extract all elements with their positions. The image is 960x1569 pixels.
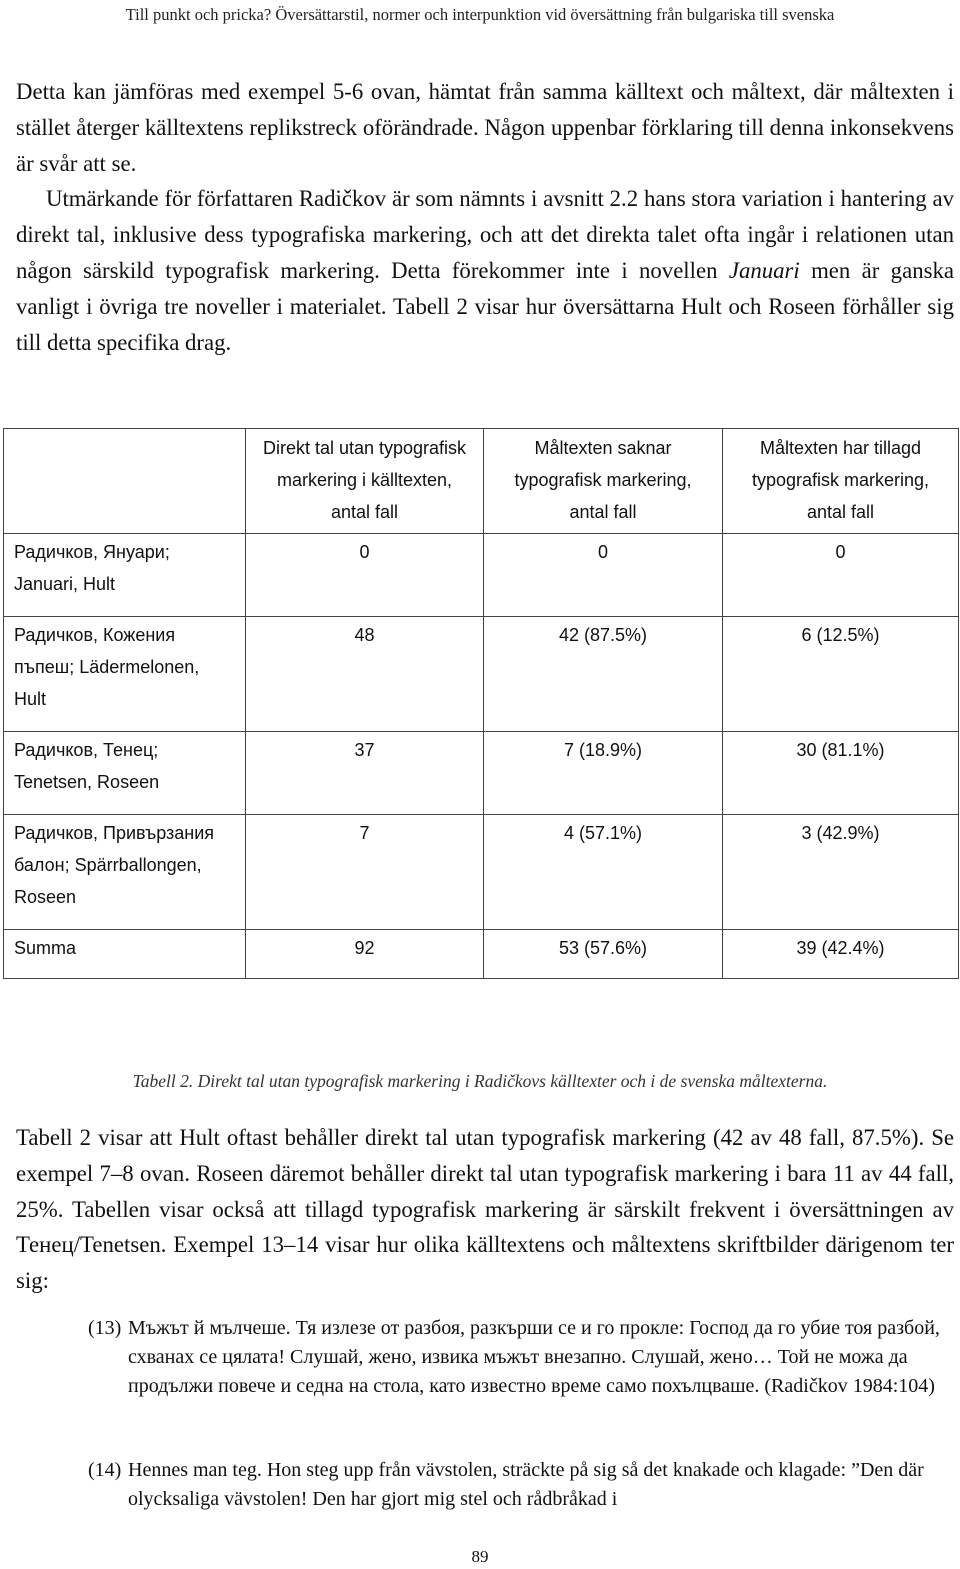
paragraph-3-text: Tabell 2 visar att Hult oftast behåller direkt tal utan typografisk markering (42 av 48 fall, 87.5%). Se exempel 7–8 ovan. Roseen däremot behåller direkt tal utan typografisk markering i bara 11 av 44 fall, 25%. Tabellen visar också att tillagd typografisk markering är särskilt frekvent i översättningen av Тенец/Tenetsen. Exempel 13–14 visar hur olika källtextens och måltextens skriftbilder därigenom ter sig: — [16, 1125, 954, 1294]
sum-cell: 39 (42.4%) — [723, 930, 959, 979]
running-header: Till punkt och pricka? Översättarstil, normer och interpunktion vid översättning från bulgariska till svenska — [125, 5, 835, 24]
row-label: Радичков, Привързания балон; Spärrballongen, Roseen — [4, 815, 246, 930]
table-cell: 0 — [246, 534, 484, 617]
table-row — [4, 617, 959, 732]
data-table — [3, 428, 959, 979]
table-cell: 7 — [246, 815, 484, 930]
table-row — [4, 815, 959, 930]
sum-cell: 92 — [246, 930, 484, 979]
row-label: Радичков, Тенец; Tenetsen, Roseen — [4, 732, 246, 815]
example-13 — [88, 1314, 948, 1401]
paragraph-1-text: Detta kan jämföras med exempel 5-6 ovan, hämtat från samma källtext och måltext, där måltexten i stället återger källtextens replikstreck oförändrade. Någon uppenbar förklaring till denna inkonsekvens är svår att se. — [16, 79, 954, 176]
example-text: Мъжът й мълчеше. Тя излезе от разбоя, разкърши се и го прокле: Господ да го убие тоя разбой, схванах се цялата! Слушай, жено, извика мъжът внезапно. Слушай, жено… Той не можа да продължи повече и седна на стола, като известно време само похълцваше. (Radičkov 1984:104) — [128, 1317, 940, 1397]
paragraph-2-before: Utmärkande för författaren Radičkov är som nämnts i avsnitt 2.2 hans stora variation i hantering av direkt tal, inklusive dess typografiska markering, och att det direkta talet ofta ingår i relationen utan någon särskild typografisk markering. Detta förekommer inte i novellen — [16, 186, 954, 283]
example-number: (13) — [88, 1317, 122, 1339]
table-header-cell: Måltexten har tillagd typografisk markering, antal fall — [723, 429, 959, 534]
table-caption: Tabell 2. Direkt tal utan typografisk markering i Radičkovs källtexter och i de svenska måltexterna. — [132, 1071, 828, 1091]
paragraph-2-italic-title: Januari — [728, 257, 800, 283]
table-header-cell — [4, 429, 246, 534]
table-header-row — [4, 429, 959, 534]
table-cell: 48 — [246, 617, 484, 732]
table-row — [4, 732, 959, 815]
table-cell: 42 (87.5%) — [484, 617, 723, 732]
table-cell: 4 (57.1%) — [484, 815, 723, 930]
paragraph-2-after: men är ganska vanligt i övriga tre noveller i materialet. Tabell 2 visar hur översättarna Hult och Roseen förhåller sig till detta specifika drag. — [16, 257, 954, 355]
sum-cell: 53 (57.6%) — [484, 930, 723, 979]
table-cell: 0 — [723, 534, 959, 617]
table-cell: 3 (42.9%) — [723, 815, 959, 930]
example-number: (14) — [88, 1459, 122, 1481]
row-label: Радичков, Януари; Januari, Hult — [4, 534, 246, 617]
row-label: Радичков, Кожения пъпеш; Lädermelonen, Hult — [4, 617, 246, 732]
table-cell: 30 (81.1%) — [723, 732, 959, 815]
table-sum-row — [4, 930, 959, 979]
table-row — [4, 534, 959, 617]
table-header-cell: Direkt tal utan typografisk markering i källtexten, antal fall — [246, 429, 484, 534]
table-cell: 0 — [484, 534, 723, 617]
example-text: Hennes man teg. Hon steg upp från vävstolen, sträckte på sig så det knakade och klagade: ”Den där olycksaliga vävstolen! Den har gjort mig stel och rådbråkad i — [128, 1459, 924, 1510]
table-cell: 6 (12.5%) — [723, 617, 959, 732]
page-number: 89 — [471, 1547, 489, 1566]
table-cell: 7 (18.9%) — [484, 732, 723, 815]
paragraph-3 — [16, 1120, 954, 1299]
sum-label: Summa — [4, 930, 246, 979]
paragraph-2-text — [16, 181, 954, 360]
table-header-cell: Måltexten saknar typografisk markering, antal fall — [484, 429, 723, 534]
paragraph-1 — [16, 74, 954, 360]
table-cell: 37 — [246, 732, 484, 815]
example-14 — [88, 1456, 948, 1514]
